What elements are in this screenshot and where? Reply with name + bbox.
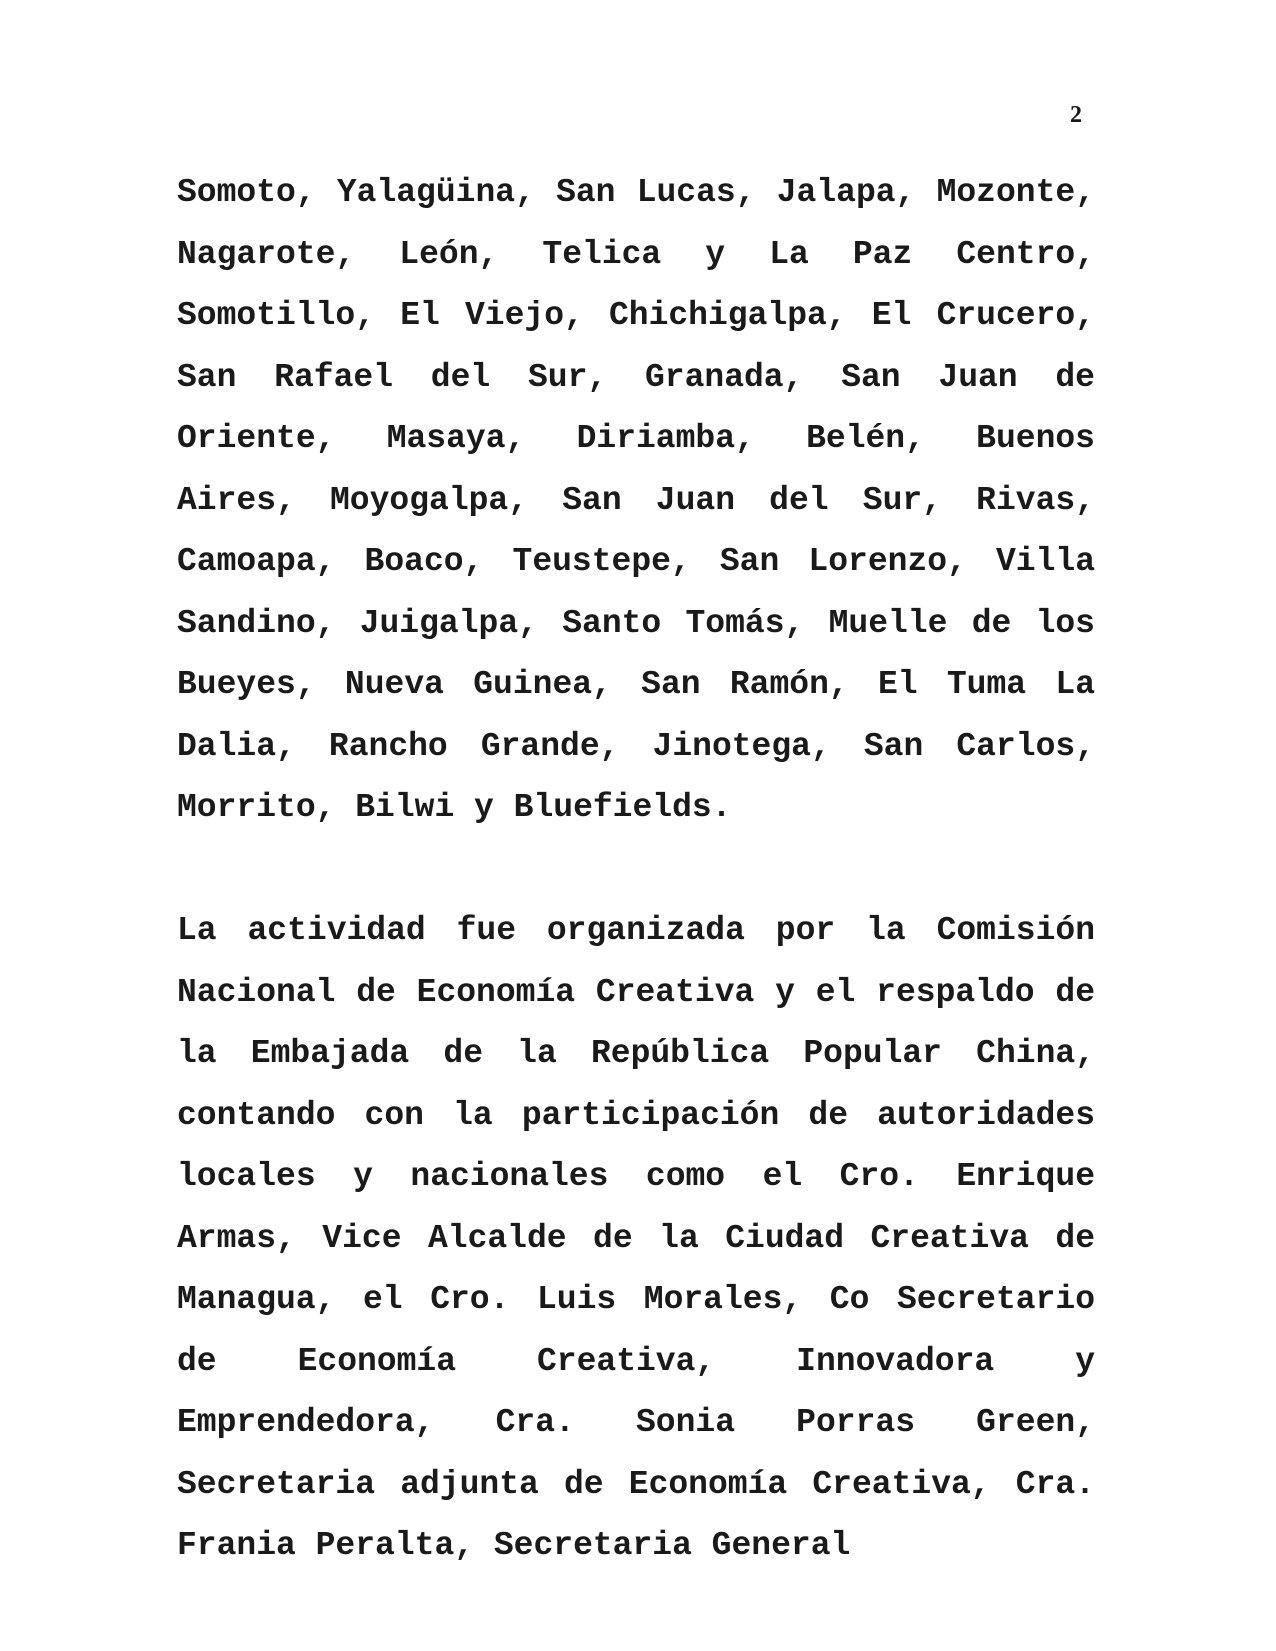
paragraph-municipalities: Somoto, Yalagüina, San Lucas, Jalapa, Mozonte, Nagarote, León, Telica y La Paz Centro, Somotillo, El Viejo, Chichigalpa, El Crucero, San Rafael del Sur, Granada, San Juan de Oriente, Masaya, Diriamba, Belén, Buenos Aires, Moyogalpa, San Juan del Sur, Rivas, Camoapa, Boaco, Teustepe, San Lorenzo, Villa Sandino, Juigalpa, Santo Tomás, Muelle de los Bueyes, Nueva Guinea, San Ramón, El Tuma La Dalia, Rancho Grande, Jinotega, San Carlos, Morrito, Bilwi y Bluefields.	[177, 174, 1095, 826]
document-body	[177, 162, 1095, 1577]
page-number: 2	[1070, 102, 1082, 128]
paragraph-activity: La actividad fue organizada por la Comisión Nacional de Economía Creativa y el respaldo de la Embajada de la República Popular China, contando con la participación de autoridades locales y nacionales como el Cro. Enrique Armas, Vice Alcalde de la Ciudad Creativa de Managua, el Cro. Luis Morales, Co Secretario de Economía Creativa, Innovadora y Emprendedora, Cra. Sonia Porras Green, Secretaria adjunta de Economía Creativa, Cra. Frania Peralta, Secretaria General	[177, 912, 1095, 1564]
